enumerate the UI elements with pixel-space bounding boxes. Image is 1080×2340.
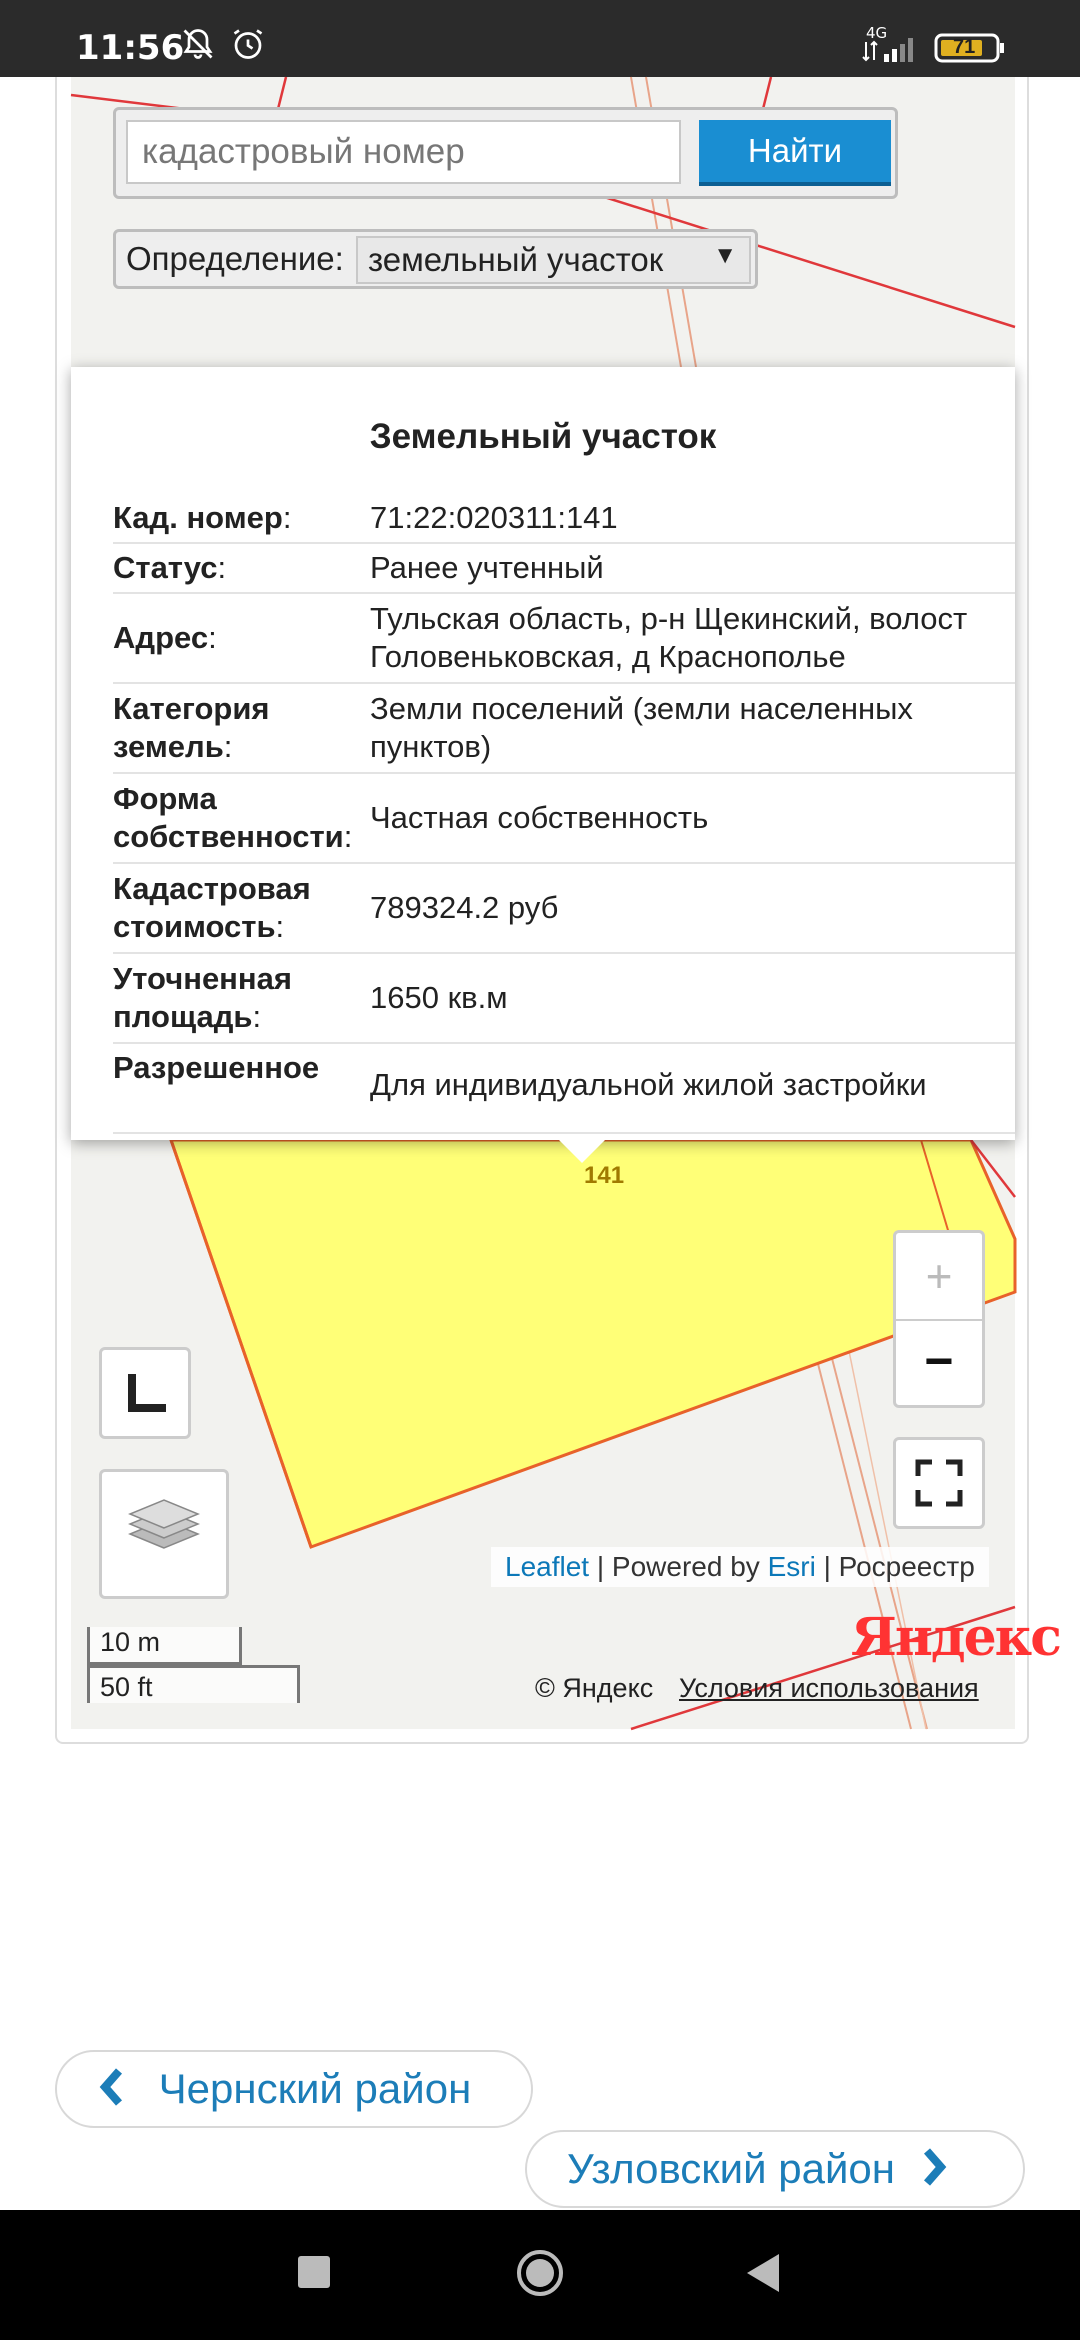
attr-value: Для индивидуальной жилой застройки [370, 1043, 1015, 1133]
recent-apps-button[interactable] [298, 2256, 330, 2288]
scale-imperial: 50 ft [87, 1665, 300, 1703]
table-row [113, 593, 1015, 683]
chevron-left-icon [97, 2052, 133, 2126]
table-row [113, 773, 1015, 863]
scale-metric: 10 m [87, 1627, 242, 1665]
chevron-right-icon [921, 2132, 957, 2206]
prev-district-label: Чернский район [158, 2065, 472, 2112]
fullscreen-icon [896, 1440, 982, 1526]
prev-district-button[interactable] [55, 2050, 533, 2128]
table-row [113, 953, 1015, 1043]
parcel-attributes-table [113, 493, 1015, 1134]
alarm-icon [230, 26, 266, 67]
layers-button[interactable] [99, 1469, 229, 1599]
measure-button[interactable] [99, 1347, 191, 1439]
attr-value: Земли поселений (земли населенных пунктов) [370, 683, 1015, 773]
ruler-icon [102, 1350, 188, 1436]
table-row [113, 863, 1015, 953]
notifications-muted-icon [180, 26, 216, 67]
attr-key: Категория земель: [113, 683, 370, 773]
table-row [113, 683, 1015, 773]
attr-value: 789324.2 руб [370, 863, 1015, 953]
yandex-copyright: © Яндекс [535, 1673, 654, 1703]
attr-value: Ранее учтенный [370, 543, 1015, 593]
esri-link[interactable]: Esri [767, 1551, 816, 1582]
attr-value: 71:22:020311:141 [370, 493, 1015, 543]
attr-key: Разрешенное [113, 1043, 370, 1133]
fullscreen-button[interactable] [893, 1437, 985, 1529]
zoom-in-button[interactable]: + [896, 1233, 982, 1321]
parcel-info-popup [71, 367, 1015, 1140]
attr-key: Статус: [113, 543, 370, 593]
signal-icon [862, 34, 920, 69]
table-row [113, 543, 1015, 593]
popup-tip [556, 1137, 608, 1163]
attr-key: Адрес: [113, 593, 370, 683]
attr-key: Кадастровая стоимость: [113, 863, 370, 953]
attr-value: 1650 кв.м [370, 953, 1015, 1043]
definition-selected-value: земельный участок [368, 241, 664, 278]
definition-label: Определение: [126, 240, 344, 277]
yandex-terms-link[interactable]: Условия использования [679, 1673, 979, 1703]
attr-value: Частная собственность [370, 773, 1015, 863]
map-attribution: Leaflet | Powered by Esri | Росреестр [491, 1547, 989, 1587]
parcel-number-label: 141 [584, 1162, 625, 1189]
back-button[interactable] [743, 2252, 783, 2294]
next-district-button[interactable] [525, 2130, 1025, 2208]
map-card [55, 77, 1060, 1744]
attr-key: Форма собственности: [113, 773, 370, 863]
search-button[interactable]: Найти [699, 120, 891, 186]
dropdown-arrow-icon: ▼ [713, 242, 737, 269]
table-row [113, 493, 1015, 543]
network-type: 4G [866, 24, 888, 42]
leaflet-link[interactable]: Leaflet [505, 1551, 590, 1582]
table-row [113, 1043, 1015, 1133]
search-panel [113, 107, 898, 199]
system-navigation-bar [0, 2210, 1080, 2340]
definition-panel [113, 229, 758, 289]
map-view[interactable] [71, 77, 1060, 1729]
yandex-logo: Яндекс [851, 1607, 1060, 1668]
zoom-control [893, 1230, 985, 1408]
status-time: 11:56 [76, 28, 185, 68]
attr-value: Тульская область, р-н Щекинский, волост Головеньковская, д Краснополье [370, 593, 1015, 683]
zoom-out-button[interactable]: − [924, 1333, 954, 1389]
cadastral-number-input[interactable] [126, 120, 681, 184]
definition-select[interactable] [356, 236, 751, 284]
status-bar [0, 0, 1080, 77]
home-button[interactable] [515, 2248, 565, 2298]
attr-key: Кад. номер: [113, 493, 370, 543]
layers-icon [102, 1472, 226, 1596]
next-district-label: Узловский район [567, 2145, 895, 2192]
battery-level: 71 [953, 36, 976, 58]
attr-key: Уточненная площадь: [113, 953, 370, 1043]
popup-title: Земельный участок [369, 417, 717, 456]
